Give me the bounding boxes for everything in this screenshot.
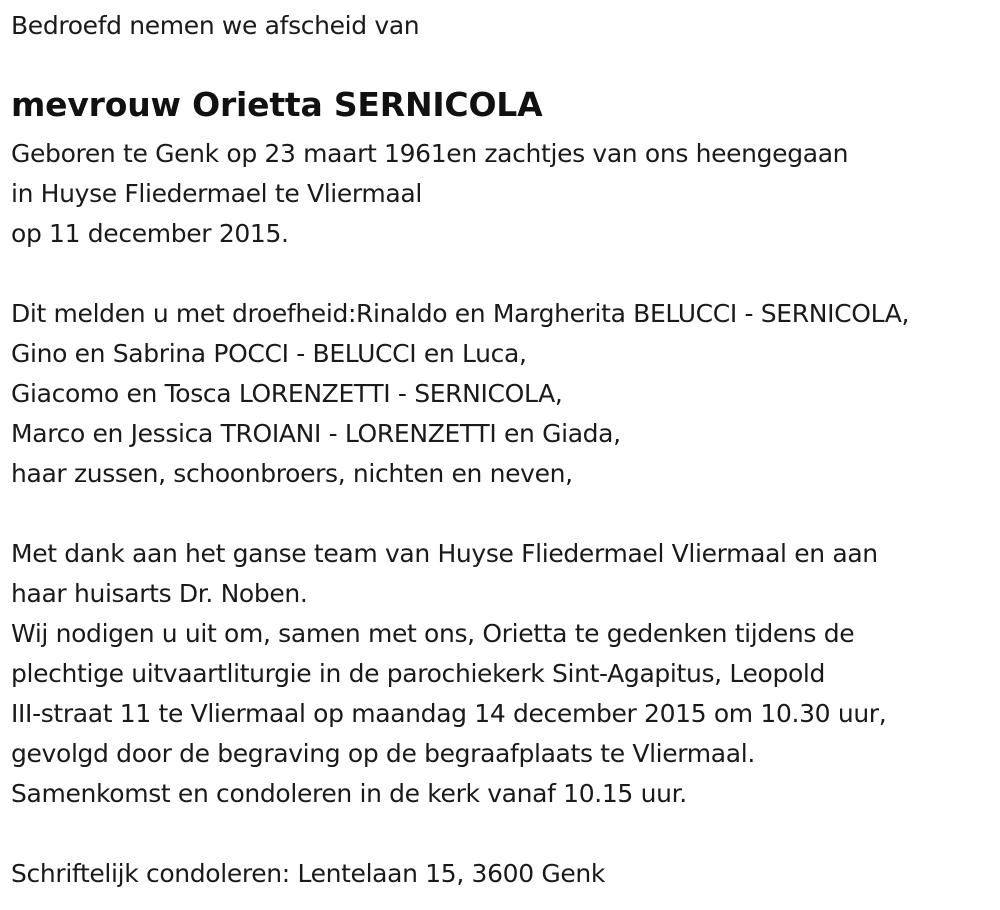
- family-line: Gino en Sabrina POCCI - BELUCCI en Luca,: [11, 339, 527, 368]
- family-line: Dit melden u met droefheid:Rinaldo en Margherita BELUCCI - SERNICOLA,: [11, 299, 910, 328]
- service-line: gevolgd door de begraving op de begraafplaats te Vliermaal.: [11, 739, 755, 768]
- service-line: Samenkomst en condoleren in de kerk vanaf 10.15 uur.: [11, 779, 687, 808]
- service-line: Met dank aan het ganse team van Huyse Fliedermael Vliermaal en aan: [11, 539, 878, 568]
- service-line: haar huisarts Dr. Noben.: [11, 579, 308, 608]
- birth-line: in Huyse Fliedermael te Vliermaal: [11, 179, 422, 208]
- family-announcement: [11, 294, 909, 494]
- service-line: III-straat 11 te Vliermaal op maandag 14 december 2015 om 10.30 uur,: [11, 699, 887, 728]
- birth-line: op 11 december 2015.: [11, 219, 289, 248]
- deceased-name: mevrouw Orietta SERNICOLA: [11, 85, 543, 124]
- family-line: Marco en Jessica TROIANI - LORENZETTI en Giada,: [11, 419, 621, 448]
- condolence-line: Schriftelijk condoleren: Lentelaan 15, 3600 Genk: [11, 859, 606, 888]
- funeral-service-details: [11, 534, 886, 814]
- condolence-address: [11, 854, 605, 894]
- service-line: plechtige uitvaartliturgie in de parochiekerk Sint-Agapitus, Leopold: [11, 659, 826, 688]
- family-line: Giacomo en Tosca LORENZETTI - SERNICOLA,: [11, 379, 563, 408]
- intro-text: Bedroefd nemen we afscheid van: [11, 11, 420, 40]
- service-line: Wij nodigen u uit om, samen met ons, Orietta te gedenken tijdens de: [11, 619, 855, 648]
- birth-line: Geboren te Genk op 23 maart 1961en zachtjes van ons heengegaan: [11, 139, 849, 168]
- birth-death-details: [11, 134, 848, 254]
- family-line: haar zussen, schoonbroers, nichten en neven,: [11, 459, 573, 488]
